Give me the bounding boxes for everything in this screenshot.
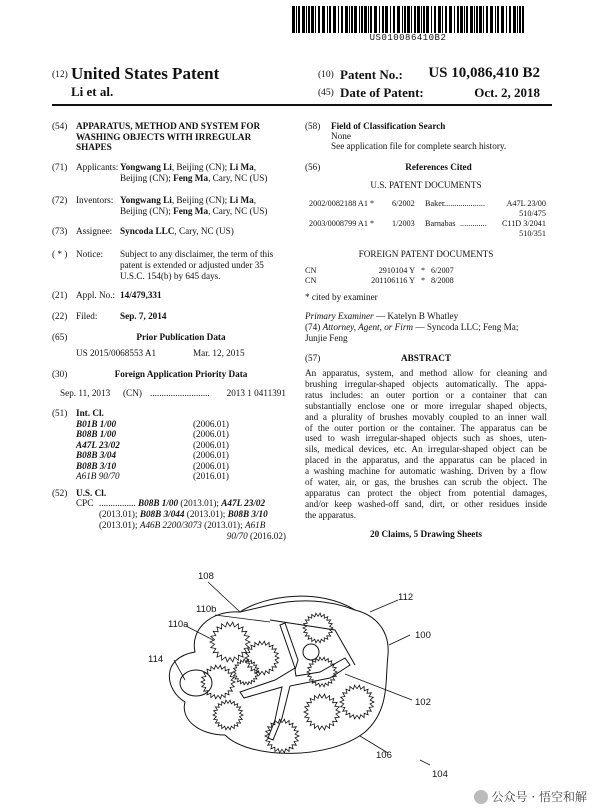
tag-notice: ( * ) — [52, 249, 68, 259]
tag-54: (54) — [52, 121, 68, 131]
tag-56: (56) — [305, 162, 321, 172]
barcode-number: US010086410B2 — [369, 33, 447, 43]
country-title: United States Patent — [71, 64, 220, 83]
priority-heading: Foreign Application Priority Data — [114, 369, 248, 379]
int-cl-code: B08B 3/04 — [76, 450, 117, 461]
abstract-line: used to wash irregular-shaped objects such as shoes, uten- — [305, 433, 547, 444]
barcode-bar — [509, 6, 511, 33]
barcode-bar — [434, 6, 436, 33]
barcode-bar — [497, 6, 499, 33]
watermark — [474, 788, 587, 805]
brush — [245, 641, 279, 675]
int-cl-code: A61B 90/70 — [76, 471, 120, 481]
abstract-line: substantially enclose one or more irregular shaped objects, — [305, 400, 547, 411]
barcode-bar — [292, 6, 295, 33]
barcode-bar — [296, 6, 297, 33]
wechat-icon — [474, 790, 488, 804]
tag-52: (52) — [52, 488, 68, 498]
cpc-line3: (2013.01); A46B 2200/3073 (2013.01); A61B — [99, 520, 266, 530]
barcode-bar — [315, 6, 316, 33]
abstract-line: a washing machine for automatic washing. Driven by a flow — [305, 466, 547, 477]
barcode-bar — [457, 6, 459, 33]
brush — [304, 694, 340, 730]
foreign-star: * — [421, 276, 426, 285]
int-cl-code: A47L 23/02 — [76, 439, 120, 450]
barcode-bar — [318, 6, 320, 33]
ref-date: 1/2003 — [392, 219, 415, 228]
us-docs-heading: U.S. PATENT DOCUMENTS — [370, 180, 482, 190]
label-104: 104 — [432, 769, 448, 780]
ref-number: 2002/0082188 A1 * — [309, 199, 375, 208]
barcode-bar — [393, 6, 395, 33]
applicants-line2: Beijing (CN); Feng Ma, Cary, NC (US) — [120, 173, 268, 183]
appl-no-label: Appl. No.: — [76, 290, 116, 300]
barcode-bar — [466, 6, 468, 33]
barcode-bar — [341, 6, 343, 33]
abstract-line: and/or keep washed-off sand, dirt, or other residues inside — [305, 498, 547, 509]
claims-summary: 20 Claims, 5 Drawing Sheets — [369, 529, 483, 539]
barcode-bar — [501, 6, 504, 33]
inventors-label: Inventors: — [76, 195, 114, 205]
barcode-bar — [464, 6, 465, 33]
patent-number: US 10,086,410 B2 — [428, 65, 540, 81]
foreign-date: 6/2007 — [431, 266, 454, 275]
barcode-bar — [522, 6, 524, 33]
label-110a: 110a — [168, 619, 189, 630]
barcode-bar — [417, 6, 420, 33]
barcode-bar — [385, 6, 388, 33]
barcode-bar — [322, 6, 325, 33]
barcode-bar — [333, 6, 336, 33]
priority-dots: .......................... — [150, 388, 210, 398]
inventors-line1: Yongwang Li, Beijing (CN); Li Ma, — [120, 195, 257, 205]
int-cl-year: (2016.01) — [193, 471, 229, 481]
barcode-bar — [327, 6, 328, 33]
abstract-line: brushing irregular-shaped objects automatically. The appa- — [305, 378, 547, 389]
abstract-line: apparatus can protect the object from potential damages, — [305, 487, 547, 498]
barcode-bar — [431, 6, 432, 33]
abstract-heading: ABSTRACT — [400, 353, 452, 363]
ref-name: Barnabas — [425, 219, 456, 228]
label-100: 100 — [415, 630, 431, 641]
inventor-short: Li et al. — [71, 84, 114, 99]
tag-45: (45) — [318, 88, 334, 98]
object-frame — [240, 623, 350, 740]
tag-30: (30) — [52, 369, 68, 379]
barcode-bar — [476, 6, 478, 33]
filed-value: Sep. 7, 2014 — [120, 311, 167, 321]
barcode-bar — [454, 6, 455, 33]
brush — [340, 685, 374, 719]
barcode-bar — [374, 6, 377, 33]
priority-date: Sep. 11, 2013 — [60, 388, 111, 398]
ref-date: 6/2002 — [392, 199, 415, 208]
applicants-label: Applicants: — [76, 162, 119, 172]
foreign-country: CN — [305, 266, 317, 275]
cited-note: * cited by examiner — [305, 292, 378, 302]
foreign-country: CN — [305, 276, 317, 285]
int-cl-code: B08B 1/00 — [76, 429, 117, 440]
barcode-bar — [390, 6, 391, 33]
label-112: 112 — [398, 592, 414, 603]
ref-class2: 510/475 — [519, 208, 546, 218]
side-ellipse — [180, 670, 212, 696]
barcode-bar — [479, 6, 482, 33]
barcode-bar — [449, 6, 452, 33]
ref-class2: 510/351 — [519, 228, 546, 238]
barcode-bar — [364, 6, 367, 33]
patent-figure — [0, 560, 601, 809]
int-cl-code: B01B 1/00 — [76, 419, 117, 429]
barcode-bar — [349, 6, 350, 33]
barcode-bar — [361, 6, 363, 33]
barcode-bar — [411, 6, 412, 33]
ref-class: A47L 23/00 — [506, 199, 546, 208]
label-102: 102 — [415, 697, 431, 708]
references-heading: References Cited — [405, 162, 472, 172]
barcode-bar — [470, 6, 473, 33]
notice-line3: U.S.C. 154(b) by 645 days. — [120, 271, 221, 281]
barcode-bar — [402, 6, 403, 33]
assignee-label: Assignee: — [76, 226, 113, 236]
barcode-bar — [370, 6, 372, 33]
barcode-bar — [423, 6, 425, 33]
tag-73: (73) — [52, 226, 68, 236]
barcode-bar — [368, 6, 369, 33]
notice-line1: Subject to any disclaimer, the term of this — [120, 249, 274, 259]
foreign-number: 201106116 Y — [371, 276, 415, 285]
prior-pub-date: Mar. 12, 2015 — [193, 348, 245, 358]
invention-title: APPARATUS, METHOD AND SYSTEM FOR WASHING OBJECTS WITH IRREGULAR SHAPES — [76, 121, 261, 153]
foreign-number: 2910104 Y — [378, 266, 415, 275]
barcode-bar — [460, 6, 463, 33]
filed-label: Filed: — [76, 311, 98, 321]
barcode-bar — [517, 6, 518, 33]
barcode-bar — [397, 6, 400, 33]
barcode-bar — [445, 6, 447, 33]
barcode-bar — [486, 6, 488, 33]
barcode-bar — [407, 6, 410, 33]
barcode-bar — [379, 6, 380, 33]
brush — [265, 719, 299, 753]
int-cl-year: (2006.01) — [193, 460, 229, 471]
barcode-bar — [513, 6, 516, 33]
ref-name: Baker — [425, 199, 445, 208]
barcode-bar — [474, 6, 475, 33]
abstract-line: An apparatus, system, and method allow for cleaning and — [305, 368, 547, 378]
barcode-bar — [382, 6, 384, 33]
barcode-bar — [302, 6, 305, 33]
brush — [201, 665, 235, 699]
barcode-bar — [426, 6, 429, 33]
barcode-bar — [298, 6, 300, 33]
primary-examiner: Primary Examiner — Katelyn B Whatley — [305, 311, 459, 321]
notice-line2: patent is extended or adjusted under 35 — [120, 260, 264, 270]
int-cl-year: (2006.01) — [193, 419, 229, 429]
brush — [210, 622, 250, 662]
barcode-bar — [404, 6, 406, 33]
header-rule — [52, 104, 552, 106]
label-110b: 110b — [196, 604, 217, 615]
date-label: Date of Patent: — [340, 85, 424, 100]
foreign-star: * — [421, 266, 426, 275]
priority-country: (CN) — [123, 388, 142, 398]
object-hole — [303, 644, 319, 660]
barcode-bar — [506, 6, 507, 33]
cpc-line1: ................ B08B 1/00 (2013.01); A47L 23/02 — [99, 498, 266, 508]
int-cl-heading: Int. Cl. — [76, 408, 104, 418]
int-cl-year: (2006.01) — [193, 450, 229, 461]
barcode-bar — [421, 6, 422, 33]
ref-dots: ............. — [460, 219, 487, 228]
barcode-bar — [495, 6, 496, 33]
label-106: 106 — [376, 750, 392, 761]
barcode-bar — [359, 6, 360, 33]
tag-57: (57) — [305, 353, 321, 363]
inner-wall — [270, 620, 355, 665]
attorney-line2: Junjie Feng — [305, 333, 348, 343]
field-search-none: None — [331, 131, 351, 141]
prior-pub-heading: Prior Publication Data — [136, 332, 226, 342]
abstract-line: sils, medical devices, etc. An irregular-shaped object can be — [305, 444, 547, 455]
barcode-bar — [351, 6, 353, 33]
us-cl-heading: U.S. Cl. — [76, 488, 107, 498]
foreign-docs-heading: FOREIGN PATENT DOCUMENTS — [358, 249, 494, 259]
barcode-bar — [306, 6, 307, 33]
tag-72: (72) — [52, 195, 68, 205]
brush — [307, 657, 337, 687]
brush — [303, 613, 333, 643]
applicants-line1: Yongwang Li, Beijing (CN); Li Ma, — [120, 162, 257, 172]
notice-label: Notice: — [76, 249, 104, 259]
tag-51: (51) — [52, 408, 68, 418]
barcode-bar — [490, 6, 493, 33]
tag-21: (21) — [52, 290, 68, 300]
assignee-value: Syncoda LLC, Cary, NC (US) — [120, 226, 234, 236]
ref-class: C11D 3/2041 — [501, 219, 546, 228]
foreign-date: 8/2008 — [431, 276, 454, 285]
barcode-bar — [345, 6, 348, 33]
barcode-bar — [354, 6, 357, 33]
attorney-line1: (74) Attorney, Agent, or Firm — Syncoda LLC; Feng Ma; — [305, 322, 519, 332]
barcode-bar — [311, 6, 314, 33]
field-search-note: See application file for complete search history. — [331, 141, 507, 151]
label-108: 108 — [198, 571, 214, 582]
barcode — [292, 6, 524, 33]
tag-12: (12) — [52, 70, 68, 80]
abstract-line: of the outer portion or the container. The apparatus can be — [305, 422, 547, 433]
abstract-line: of water, air, or gas, the brushes can scrub the object. The — [305, 477, 547, 487]
field-search-heading: Field of Classification Search — [331, 121, 446, 131]
barcode-bar — [438, 6, 441, 33]
barcode-bar — [329, 6, 331, 33]
int-cl-year: (2006.01) — [193, 439, 229, 450]
abstract-line: the apparatus. — [305, 509, 357, 520]
inventors-line2: Beijing (CN); Feng Ma, Cary, NC (US) — [120, 206, 268, 216]
abstract-line: placed in the apparatus, and the apparatus can be placed in — [305, 455, 547, 466]
ref-dots: ..................... — [442, 199, 485, 208]
tag-10: (10) — [318, 70, 334, 80]
ref-number: 2003/0008799 A1 * — [309, 219, 375, 228]
prior-pub-number: US 2015/0068553 A1 — [76, 348, 157, 358]
patent-no-label: Patent No.: — [340, 67, 403, 82]
cpc-line4: 90/70 (2016.02) — [226, 531, 286, 541]
barcode-bar — [308, 6, 310, 33]
tag-22: (22) — [52, 311, 68, 321]
appl-no-value: 14/479,331 — [120, 290, 162, 300]
int-cl-year: (2006.01) — [193, 429, 229, 440]
barcode-bar — [338, 6, 339, 33]
abstract-line: and a plurality of brushes movably coupled to an inner wall — [305, 411, 547, 422]
tag-65: (65) — [52, 332, 68, 342]
tag-71: (71) — [52, 162, 68, 172]
barcode-bar — [442, 6, 443, 33]
tag-58: (58) — [305, 121, 321, 131]
barcode-bar — [519, 6, 521, 33]
brush — [213, 700, 243, 730]
abstract-line: ratus includes: an outer portion or a container that can — [305, 389, 547, 400]
label-114: 114 — [148, 654, 164, 665]
int-cl-code: B08B 3/10 — [76, 460, 117, 471]
barcode-bar — [414, 6, 416, 33]
barcode-bar — [483, 6, 484, 33]
cpc-line2: (2013.01); B08B 3/044 (2013.01); B08B 3/10 — [99, 509, 268, 519]
watermark-text: 公众号 · 悟空和解 — [491, 790, 587, 804]
cpc-label: CPC — [76, 498, 94, 508]
patent-date: Oct. 2, 2018 — [474, 85, 540, 100]
priority-number: 2013 1 0411391 — [226, 388, 286, 398]
